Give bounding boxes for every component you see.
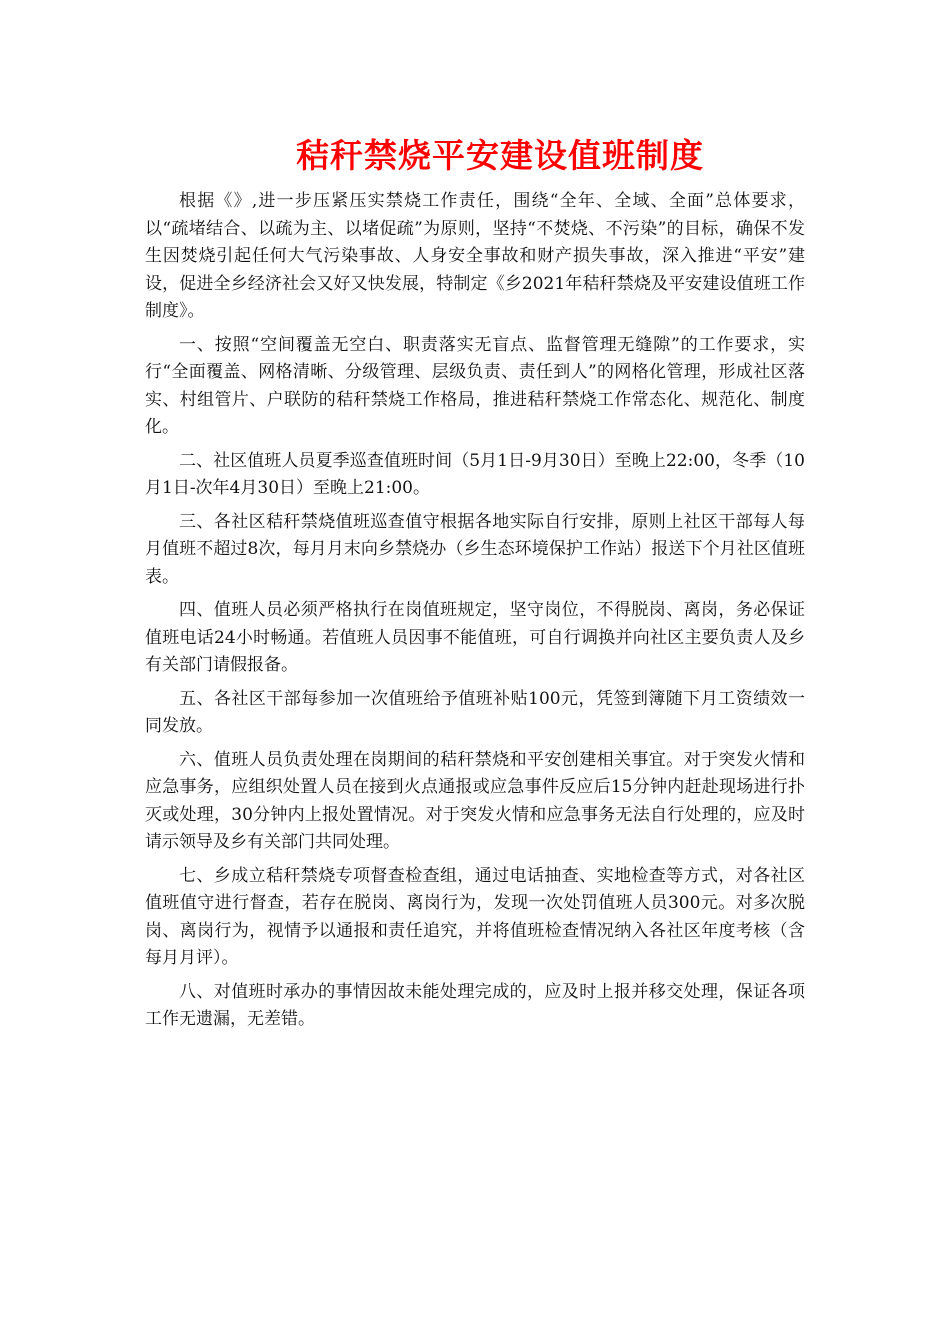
- intro-paragraph: 根据《》,进一步压紧压实禁烧工作责任，围绕“全年、全域、全面”总体要求，以“疏堵结合、以疏为主、以堵促疏”为原则，坚持“不焚烧、不污染”的目标，确保不发生因焚烧引起任何大气污染事故、人身安全事故和财产损失事故，深入推进“平安”建设，促进全乡经济社会又好又快发展，特制定《乡2021年秸秆禁烧及平安建设值班工作制度》。: [145, 191, 805, 321]
- clause-5-paragraph: 五、各社区干部每参加一次值班给予值班补贴100元，凭签到簿随下月工资绩效一同发放。: [145, 688, 805, 736]
- clause-6-paragraph: 六、值班人员负责处理在岗期间的秸秆禁烧和平安创建相关事宜。对于突发火情和应急事务，应组织处置人员在接到火点通报或应急事件反应后15分钟内赶赴现场进行扑灭或处理，30分钟内上报处置情况。对于突发火情和应急事务无法自行处理的，应及时请示领导及乡有关部门共同处理。: [145, 749, 805, 852]
- document-page: [145, 132, 805, 1040]
- clause-2-paragraph: 二、社区值班人员夏季巡查值班时间（5月1日-9月30日）至晚上22:00，冬季（10月1日-次年4月30日）至晚上21:00。: [145, 450, 805, 498]
- clause-4-paragraph: 四、值班人员必须严格执行在岗值班规定，坚守岗位，不得脱岗、离岗，务必保证值班电话24小时畅通。若值班人员因事不能值班，可自行调换并向社区主要负责人及乡有关部门请假报备。: [145, 600, 805, 675]
- clause-1-paragraph: 一、按照“空间覆盖无空白、职责落实无盲点、监督管理无缝隙”的工作要求，实行“全面覆盖、网格清晰、分级管理、层级负责、责任到人”的网格化管理，形成社区落实、村组管片、户联防的秸秆禁烧工作格局，推进秸秆禁烧工作常态化、规范化、制度化。: [145, 334, 805, 437]
- clause-7-paragraph: 七、乡成立秸秆禁烧专项督查检查组，通过电话抽查、实地检查等方式，对各社区值班值守进行督查，若存在脱岗、离岗行为，发现一次处罚值班人员300元。对多次脱岗、离岗行为，视情予以通报和责任追究，并将值班检查情况纳入各社区年度考核（含每月月评）。: [145, 865, 805, 968]
- clause-8-paragraph: 八、对值班时承办的事情因故未能处理完成的，应及时上报并移交处理，保证各项工作无遗漏，无差错。: [145, 981, 805, 1029]
- document-body: [145, 188, 805, 1034]
- clause-3-paragraph: 三、各社区秸秆禁烧值班巡查值守根据各地实际自行安排，原则上社区干部每人每月值班不超过8次，每月月末向乡禁烧办（乡生态环境保护工作站）报送下个月社区值班表。: [145, 511, 805, 587]
- document-title: 秸秆禁烧平安建设值班制度: [296, 136, 704, 175]
